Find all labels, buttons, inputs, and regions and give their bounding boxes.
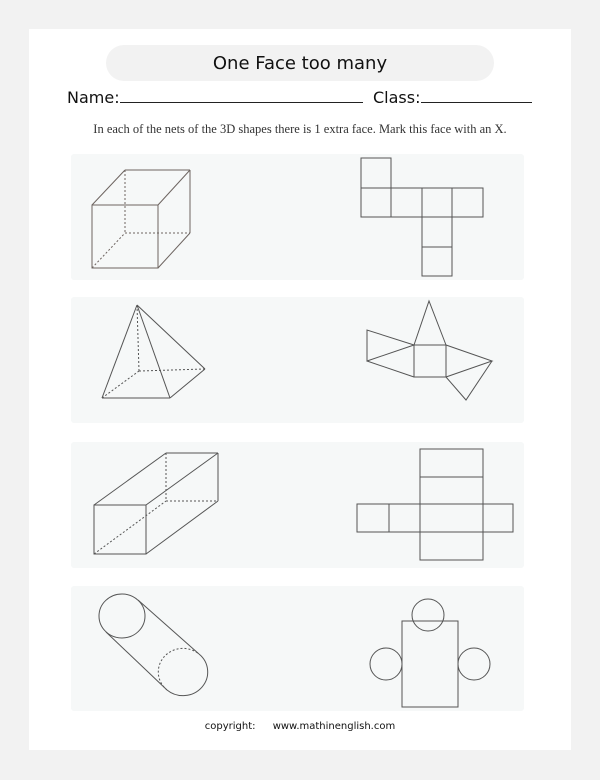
website-link[interactable]: www.mathinenglish.com [272, 721, 396, 732]
pyramid-shape [102, 305, 205, 398]
cube-shape [92, 170, 190, 268]
name-label: Name: [67, 88, 120, 107]
pyramid-net[interactable] [367, 301, 492, 400]
cube-net[interactable] [361, 158, 483, 276]
instructions: In each of the nets of the 3D shapes there is 1 extra face. Mark this face with an X. [93, 122, 507, 136]
worksheet-title: One Face too many [106, 45, 494, 81]
cylinder-net[interactable] [370, 599, 490, 707]
class-label: Class: [373, 88, 421, 107]
copyright-footer [0, 721, 600, 732]
copyright-label: copyright: [204, 721, 256, 732]
cylinder-shape [99, 594, 208, 696]
prism-shape [94, 453, 218, 554]
prism-net[interactable] [357, 449, 513, 560]
